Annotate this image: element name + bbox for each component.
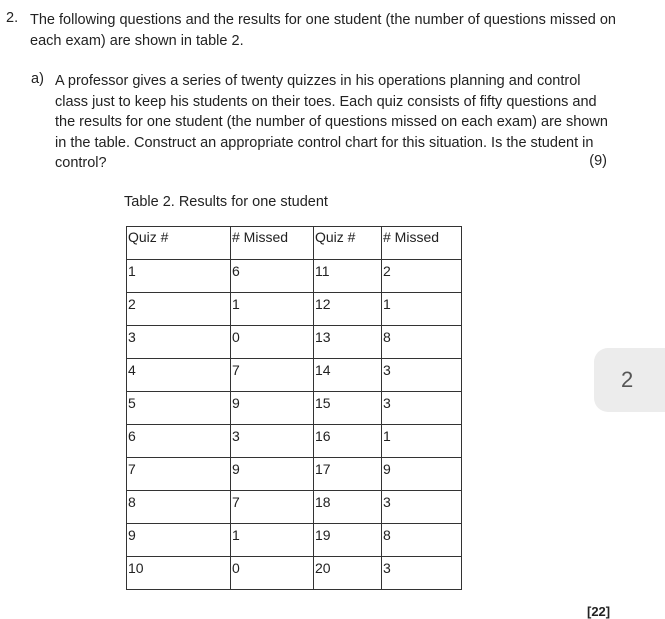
- page-number: 2: [621, 367, 634, 392]
- table-cell: 3: [382, 557, 462, 590]
- table-cell: 20: [314, 557, 382, 590]
- table-cell: 17: [314, 458, 382, 491]
- table-row: [127, 392, 462, 425]
- table-cell: 9: [127, 524, 231, 557]
- table-cell: 6: [127, 425, 231, 458]
- part-a-text: A professor gives a series of twenty quizzes in his operations planning and control class just to keep his students on their toes. Each quiz consists of fifty questions and the results for one student (the number of questions missed on each exam) are shown in the table. Construct an appropriate control chart for this situation. Is the student in control?: [55, 73, 608, 171]
- table-cell: 3: [382, 491, 462, 524]
- table-cell: 10: [127, 557, 231, 590]
- table-row: [127, 260, 462, 293]
- table-cell: 8: [382, 524, 462, 557]
- table-row: [127, 359, 462, 392]
- table-cell: 16: [314, 425, 382, 458]
- table-cell: 3: [382, 392, 462, 425]
- table-cell: 15: [314, 392, 382, 425]
- table-cell: 8: [127, 491, 231, 524]
- part-a-label: a): [31, 71, 44, 87]
- table-cell: 1: [382, 293, 462, 326]
- table-caption: Table 2. Results for one student: [124, 194, 328, 210]
- question-number: 2.: [6, 10, 19, 26]
- table-cell: 1: [382, 425, 462, 458]
- table-row: [127, 458, 462, 491]
- table-cell: 3: [127, 326, 231, 359]
- header-missed-2: # Missed: [382, 227, 462, 260]
- total-marks: [22]: [587, 604, 611, 619]
- table-cell: 11: [314, 260, 382, 293]
- page-number-badge[interactable]: [594, 348, 665, 412]
- header-quiz-1: Quiz #: [127, 227, 231, 260]
- table-cell: 7: [231, 491, 314, 524]
- table-cell: 13: [314, 326, 382, 359]
- table-header-row: [127, 227, 462, 260]
- table-cell: 18: [314, 491, 382, 524]
- table-cell: 7: [127, 458, 231, 491]
- table-cell: 6: [231, 260, 314, 293]
- table-cell: 0: [231, 326, 314, 359]
- table-cell: 8: [382, 326, 462, 359]
- table-row: [127, 491, 462, 524]
- table-cell: 3: [382, 359, 462, 392]
- table-row: [127, 524, 462, 557]
- table-cell: 0: [231, 557, 314, 590]
- table-cell: 5: [127, 392, 231, 425]
- table-row: [127, 425, 462, 458]
- header-quiz-2: Quiz #: [314, 227, 382, 260]
- table-cell: 12: [314, 293, 382, 326]
- table-cell: 14: [314, 359, 382, 392]
- table-row: [127, 293, 462, 326]
- table-cell: 4: [127, 359, 231, 392]
- table-cell: 7: [231, 359, 314, 392]
- table-cell: 9: [382, 458, 462, 491]
- part-a-marks: (9): [589, 153, 607, 169]
- table-cell: 9: [231, 458, 314, 491]
- table-cell: 9: [231, 392, 314, 425]
- table-cell: 2: [127, 293, 231, 326]
- question-text: The following questions and the results for one student (the number of questions missed on each exam) are shown in table 2.: [30, 12, 616, 49]
- table-cell: 2: [382, 260, 462, 293]
- results-table: [126, 226, 462, 590]
- header-missed-1: # Missed: [231, 227, 314, 260]
- table-cell: 1: [127, 260, 231, 293]
- table-row: [127, 557, 462, 590]
- table-cell: 1: [231, 524, 314, 557]
- table-cell: 3: [231, 425, 314, 458]
- table-cell: 1: [231, 293, 314, 326]
- table-cell: 19: [314, 524, 382, 557]
- table-row: [127, 326, 462, 359]
